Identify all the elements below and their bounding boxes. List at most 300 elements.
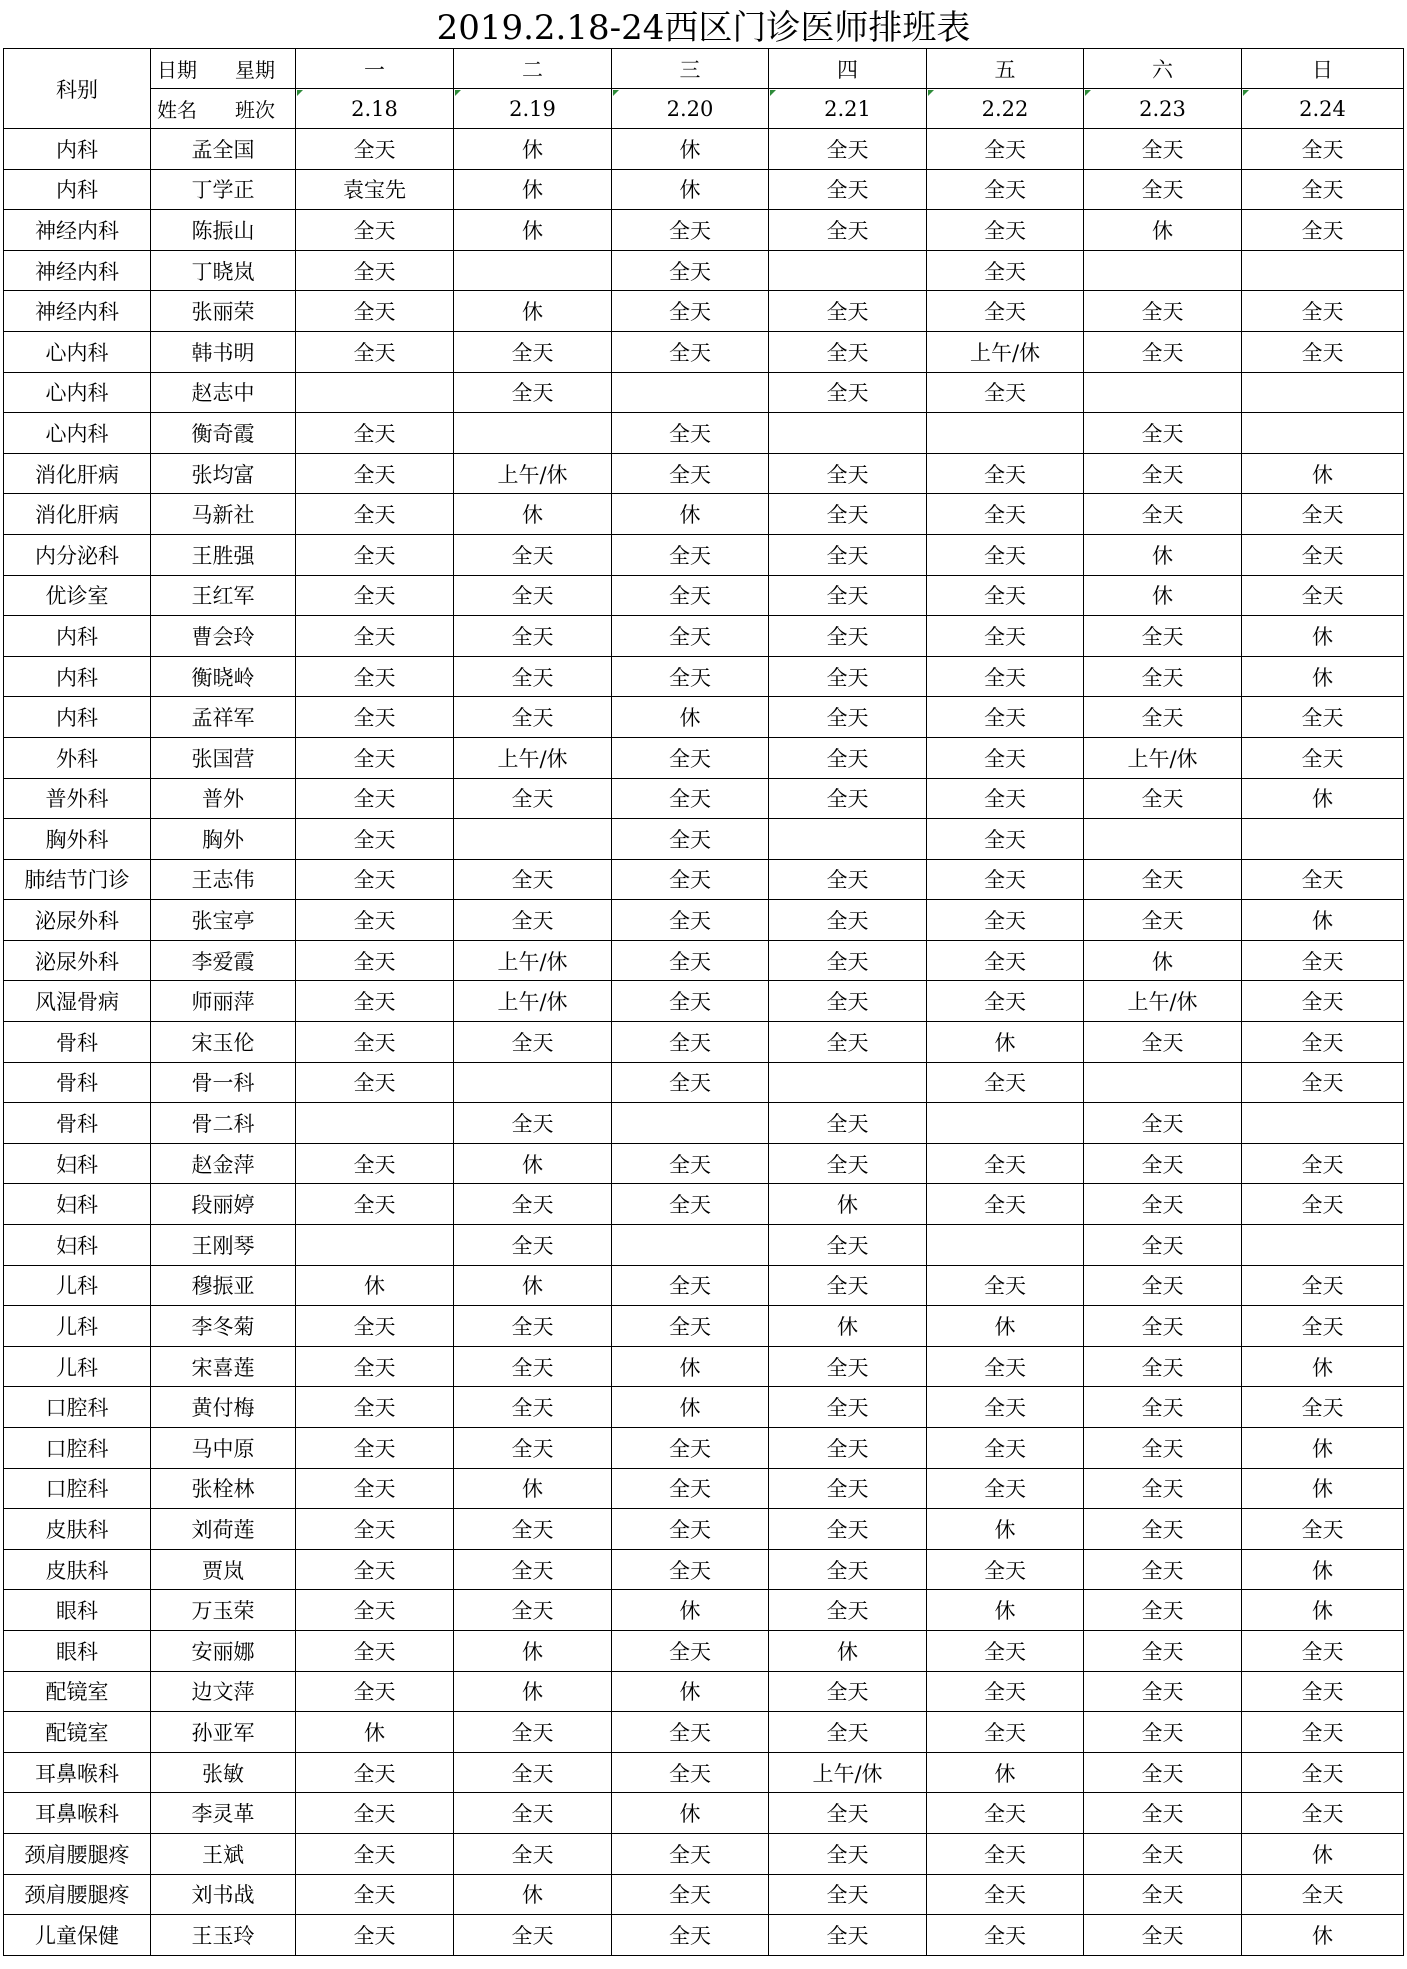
weekday-header[interactable]: 一 [296,49,454,89]
dept-cell[interactable]: 内科 [4,656,151,697]
shift-cell[interactable] [1242,413,1404,454]
shift-cell[interactable]: 全天 [769,1428,927,1469]
shift-cell[interactable]: 全天 [769,697,927,738]
shift-cell[interactable]: 全天 [927,1184,1084,1225]
dept-cell[interactable]: 儿科 [4,1346,151,1387]
shift-cell[interactable]: 全天 [769,1712,927,1753]
shift-cell[interactable]: 全天 [612,656,769,697]
shift-cell[interactable]: 全天 [927,1346,1084,1387]
weekday-header[interactable]: 二 [454,49,612,89]
date-header[interactable] [612,89,769,129]
shift-cell[interactable]: 休 [1242,1428,1404,1469]
shift-cell[interactable]: 休 [454,1874,612,1915]
shift-cell[interactable]: 全天 [1084,1549,1242,1590]
shift-cell[interactable]: 全天 [769,453,927,494]
shift-cell[interactable]: 全天 [612,819,769,860]
shift-cell[interactable]: 上午/休 [1084,737,1242,778]
shift-cell[interactable]: 全天 [927,1630,1084,1671]
shift-cell[interactable]: 全天 [927,1833,1084,1874]
shift-cell[interactable]: 休 [1242,778,1404,819]
shift-cell[interactable]: 全天 [1242,169,1404,210]
weekday-header[interactable]: 六 [1084,49,1242,89]
date-weekday-header[interactable] [151,49,296,89]
weekday-header[interactable]: 五 [927,49,1084,89]
dept-cell[interactable]: 皮肤科 [4,1549,151,1590]
shift-cell[interactable]: 全天 [296,1874,454,1915]
shift-cell[interactable]: 全天 [1084,129,1242,170]
shift-cell[interactable]: 全天 [612,413,769,454]
shift-cell[interactable]: 全天 [612,1306,769,1347]
shift-cell[interactable]: 全天 [927,900,1084,941]
shift-cell[interactable]: 全天 [296,1022,454,1063]
dept-cell[interactable]: 内科 [4,129,151,170]
shift-cell[interactable]: 全天 [1084,1833,1242,1874]
shift-cell[interactable]: 全天 [612,331,769,372]
doctor-name-cell[interactable]: 曹会玲 [151,616,296,657]
shift-cell[interactable]: 全天 [1084,1874,1242,1915]
shift-cell[interactable]: 休 [454,210,612,251]
shift-cell[interactable] [1242,250,1404,291]
dept-header[interactable]: 科别 [4,49,151,129]
dept-cell[interactable]: 泌尿外科 [4,940,151,981]
shift-cell[interactable]: 休 [927,1306,1084,1347]
dept-cell[interactable]: 口腔科 [4,1468,151,1509]
shift-cell[interactable]: 全天 [1084,697,1242,738]
shift-cell[interactable]: 全天 [1084,1184,1242,1225]
shift-cell[interactable]: 全天 [296,737,454,778]
shift-cell[interactable]: 休 [612,1590,769,1631]
shift-cell[interactable]: 全天 [454,1712,612,1753]
shift-cell[interactable]: 休 [454,1671,612,1712]
shift-cell[interactable]: 全天 [927,778,1084,819]
shift-cell[interactable]: 全天 [454,859,612,900]
shift-cell[interactable]: 全天 [769,1103,927,1144]
shift-cell[interactable] [1242,819,1404,860]
doctor-name-cell[interactable]: 陈振山 [151,210,296,251]
doctor-name-cell[interactable]: 张栓林 [151,1468,296,1509]
shift-cell[interactable]: 全天 [612,1509,769,1550]
shift-cell[interactable]: 全天 [454,900,612,941]
doctor-name-cell[interactable]: 边文萍 [151,1671,296,1712]
shift-cell[interactable]: 全天 [296,534,454,575]
shift-cell[interactable]: 全天 [927,575,1084,616]
shift-cell[interactable]: 休 [612,1671,769,1712]
shift-cell[interactable]: 上午/休 [454,940,612,981]
dept-cell[interactable]: 儿童保健 [4,1915,151,1956]
dept-cell[interactable]: 口腔科 [4,1428,151,1469]
shift-cell[interactable]: 上午/休 [927,331,1084,372]
shift-cell[interactable]: 休 [1084,940,1242,981]
shift-cell[interactable]: 休 [296,1712,454,1753]
shift-cell[interactable]: 全天 [296,859,454,900]
shift-cell[interactable]: 全天 [927,1549,1084,1590]
shift-cell[interactable]: 休 [769,1630,927,1671]
shift-cell[interactable]: 休 [1084,575,1242,616]
shift-cell[interactable]: 全天 [769,1346,927,1387]
shift-cell[interactable]: 全天 [612,1265,769,1306]
doctor-name-cell[interactable]: 赵志中 [151,372,296,413]
shift-cell[interactable]: 全天 [927,981,1084,1022]
shift-cell[interactable]: 全天 [769,210,927,251]
shift-cell[interactable]: 休 [927,1752,1084,1793]
shift-cell[interactable]: 全天 [1242,1265,1404,1306]
shift-cell[interactable]: 全天 [296,1468,454,1509]
dept-cell[interactable]: 内科 [4,697,151,738]
shift-cell[interactable]: 休 [454,1630,612,1671]
shift-cell[interactable]: 休 [769,1306,927,1347]
doctor-name-cell[interactable]: 黄付梅 [151,1387,296,1428]
shift-cell[interactable]: 袁宝先 [296,169,454,210]
shift-cell[interactable]: 全天 [1084,1630,1242,1671]
shift-cell[interactable]: 全天 [927,210,1084,251]
shift-cell[interactable]: 全天 [1242,1387,1404,1428]
shift-cell[interactable]: 全天 [927,1671,1084,1712]
shift-cell[interactable]: 全天 [1242,737,1404,778]
shift-cell[interactable]: 全天 [612,1915,769,1956]
shift-cell[interactable] [454,1062,612,1103]
shift-cell[interactable]: 全天 [1084,1225,1242,1266]
shift-cell[interactable]: 全天 [927,859,1084,900]
shift-cell[interactable]: 全天 [612,1184,769,1225]
dept-cell[interactable]: 内科 [4,169,151,210]
doctor-name-cell[interactable]: 刘书战 [151,1874,296,1915]
weekday-header[interactable]: 日 [1242,49,1404,89]
dept-cell[interactable]: 配镜室 [4,1671,151,1712]
shift-cell[interactable]: 全天 [454,1752,612,1793]
shift-cell[interactable]: 全天 [296,1306,454,1347]
shift-cell[interactable]: 全天 [769,1468,927,1509]
shift-cell[interactable]: 休 [612,494,769,535]
shift-cell[interactable]: 全天 [1084,494,1242,535]
shift-cell[interactable]: 全天 [296,494,454,535]
doctor-name-cell[interactable]: 马中原 [151,1428,296,1469]
shift-cell[interactable]: 全天 [1242,494,1404,535]
dept-cell[interactable]: 耳鼻喉科 [4,1793,151,1834]
dept-cell[interactable]: 外科 [4,737,151,778]
shift-cell[interactable] [454,819,612,860]
shift-cell[interactable]: 全天 [612,250,769,291]
shift-cell[interactable]: 全天 [296,1143,454,1184]
shift-cell[interactable]: 全天 [454,778,612,819]
shift-cell[interactable]: 全天 [1084,1143,1242,1184]
dept-cell[interactable]: 泌尿外科 [4,900,151,941]
shift-cell[interactable]: 全天 [1084,1022,1242,1063]
date-header[interactable] [454,89,612,129]
weekday-header[interactable]: 三 [612,49,769,89]
shift-cell[interactable]: 全天 [769,169,927,210]
shift-cell[interactable]: 上午/休 [769,1752,927,1793]
shift-cell[interactable]: 全天 [612,1143,769,1184]
shift-cell[interactable]: 全天 [769,534,927,575]
shift-cell[interactable]: 全天 [296,900,454,941]
dept-cell[interactable]: 消化肝病 [4,453,151,494]
shift-cell[interactable]: 休 [612,169,769,210]
shift-cell[interactable]: 全天 [1242,534,1404,575]
shift-cell[interactable]: 全天 [612,1874,769,1915]
shift-cell[interactable]: 全天 [296,940,454,981]
doctor-name-cell[interactable]: 张均富 [151,453,296,494]
shift-cell[interactable]: 全天 [454,1590,612,1631]
shift-cell[interactable]: 全天 [454,575,612,616]
shift-cell[interactable]: 全天 [769,1793,927,1834]
shift-cell[interactable]: 全天 [296,1346,454,1387]
shift-cell[interactable] [612,372,769,413]
dept-cell[interactable]: 骨科 [4,1062,151,1103]
shift-cell[interactable]: 全天 [296,453,454,494]
shift-cell[interactable]: 全天 [296,656,454,697]
shift-cell[interactable]: 全天 [296,1833,454,1874]
shift-cell[interactable]: 全天 [769,1225,927,1266]
doctor-name-cell[interactable]: 段丽婷 [151,1184,296,1225]
dept-cell[interactable]: 神经内科 [4,291,151,332]
dept-cell[interactable]: 肺结节门诊 [4,859,151,900]
shift-cell[interactable]: 全天 [927,494,1084,535]
date-header[interactable] [1084,89,1242,129]
shift-cell[interactable]: 全天 [454,1833,612,1874]
doctor-name-cell[interactable]: 骨二科 [151,1103,296,1144]
doctor-name-cell[interactable]: 张丽荣 [151,291,296,332]
doctor-name-cell[interactable]: 王红军 [151,575,296,616]
dept-cell[interactable]: 妇科 [4,1184,151,1225]
shift-cell[interactable]: 全天 [1084,900,1242,941]
weekday-header[interactable]: 四 [769,49,927,89]
dept-cell[interactable]: 风湿骨病 [4,981,151,1022]
doctor-name-cell[interactable]: 张国营 [151,737,296,778]
shift-cell[interactable]: 全天 [1242,291,1404,332]
shift-cell[interactable] [454,413,612,454]
shift-cell[interactable]: 全天 [296,1590,454,1631]
shift-cell[interactable]: 全天 [454,616,612,657]
shift-cell[interactable]: 全天 [296,1549,454,1590]
shift-cell[interactable]: 全天 [1084,1387,1242,1428]
shift-cell[interactable]: 全天 [296,250,454,291]
shift-cell[interactable]: 全天 [612,1833,769,1874]
dept-cell[interactable]: 眼科 [4,1630,151,1671]
shift-cell[interactable]: 全天 [296,778,454,819]
doctor-name-cell[interactable]: 李灵革 [151,1793,296,1834]
shift-cell[interactable] [612,1103,769,1144]
dept-cell[interactable]: 心内科 [4,331,151,372]
shift-cell[interactable] [1084,372,1242,413]
shift-cell[interactable]: 全天 [927,1712,1084,1753]
shift-cell[interactable]: 休 [1242,1590,1404,1631]
shift-cell[interactable]: 全天 [296,1428,454,1469]
shift-cell[interactable]: 全天 [1242,1143,1404,1184]
shift-cell[interactable]: 全天 [769,1671,927,1712]
dept-cell[interactable]: 配镜室 [4,1712,151,1753]
shift-cell[interactable]: 全天 [612,616,769,657]
shift-cell[interactable]: 全天 [927,819,1084,860]
shift-cell[interactable]: 休 [612,1793,769,1834]
shift-cell[interactable]: 全天 [612,1468,769,1509]
shift-cell[interactable]: 休 [296,1265,454,1306]
shift-cell[interactable]: 全天 [1084,1306,1242,1347]
shift-cell[interactable]: 全天 [769,291,927,332]
shift-cell[interactable]: 全天 [769,494,927,535]
shift-cell[interactable]: 全天 [296,129,454,170]
shift-cell[interactable]: 全天 [612,453,769,494]
dept-cell[interactable]: 妇科 [4,1225,151,1266]
shift-cell[interactable] [1242,1225,1404,1266]
shift-cell[interactable]: 全天 [769,129,927,170]
shift-cell[interactable]: 全天 [1084,1265,1242,1306]
shift-cell[interactable]: 全天 [769,1509,927,1550]
shift-cell[interactable]: 休 [454,291,612,332]
shift-cell[interactable]: 全天 [1242,1022,1404,1063]
shift-cell[interactable]: 全天 [296,1387,454,1428]
shift-cell[interactable]: 全天 [769,940,927,981]
shift-cell[interactable]: 全天 [769,900,927,941]
shift-cell[interactable]: 全天 [454,1915,612,1956]
shift-cell[interactable]: 休 [612,1387,769,1428]
shift-cell[interactable]: 全天 [454,1549,612,1590]
shift-cell[interactable]: 休 [1242,616,1404,657]
shift-cell[interactable]: 全天 [612,575,769,616]
dept-cell[interactable]: 儿科 [4,1265,151,1306]
dept-cell[interactable]: 骨科 [4,1022,151,1063]
doctor-name-cell[interactable]: 贾岚 [151,1549,296,1590]
dept-cell[interactable]: 神经内科 [4,250,151,291]
date-header[interactable] [1242,89,1404,129]
shift-cell[interactable]: 全天 [769,981,927,1022]
shift-cell[interactable]: 全天 [927,656,1084,697]
shift-cell[interactable]: 全天 [1084,453,1242,494]
shift-cell[interactable]: 全天 [296,1752,454,1793]
shift-cell[interactable]: 全天 [1084,1346,1242,1387]
shift-cell[interactable]: 全天 [1084,1428,1242,1469]
dept-cell[interactable]: 眼科 [4,1590,151,1631]
doctor-name-cell[interactable]: 赵金萍 [151,1143,296,1184]
shift-cell[interactable]: 全天 [612,1712,769,1753]
shift-cell[interactable]: 全天 [612,210,769,251]
shift-cell[interactable]: 全天 [296,1793,454,1834]
doctor-name-cell[interactable]: 王胜强 [151,534,296,575]
shift-cell[interactable]: 全天 [1242,1752,1404,1793]
doctor-name-cell[interactable]: 李冬菊 [151,1306,296,1347]
dept-cell[interactable]: 颈肩腰腿疼 [4,1874,151,1915]
shift-cell[interactable]: 全天 [1242,981,1404,1022]
shift-cell[interactable]: 全天 [927,169,1084,210]
shift-cell[interactable]: 全天 [927,1387,1084,1428]
doctor-name-cell[interactable]: 孙亚军 [151,1712,296,1753]
shift-cell[interactable]: 全天 [612,940,769,981]
shift-cell[interactable]: 全天 [769,778,927,819]
shift-cell[interactable]: 休 [1242,900,1404,941]
shift-cell[interactable]: 全天 [1084,778,1242,819]
shift-cell[interactable]: 休 [1242,453,1404,494]
shift-cell[interactable]: 全天 [454,331,612,372]
shift-cell[interactable]: 全天 [927,737,1084,778]
shift-cell[interactable]: 全天 [1242,1712,1404,1753]
shift-cell[interactable]: 休 [612,129,769,170]
shift-cell[interactable]: 全天 [1242,575,1404,616]
doctor-name-cell[interactable]: 王志伟 [151,859,296,900]
doctor-name-cell[interactable]: 王斌 [151,1833,296,1874]
shift-cell[interactable]: 全天 [927,453,1084,494]
shift-cell[interactable]: 上午/休 [1084,981,1242,1022]
shift-cell[interactable]: 全天 [769,1265,927,1306]
shift-cell[interactable]: 全天 [296,1184,454,1225]
shift-cell[interactable] [769,250,927,291]
shift-cell[interactable]: 全天 [769,859,927,900]
shift-cell[interactable]: 休 [454,129,612,170]
doctor-name-cell[interactable]: 孟祥军 [151,697,296,738]
shift-cell[interactable]: 全天 [769,575,927,616]
shift-cell[interactable]: 全天 [769,1387,927,1428]
shift-cell[interactable]: 全天 [454,1428,612,1469]
shift-cell[interactable]: 全天 [1242,1062,1404,1103]
shift-cell[interactable]: 休 [1242,656,1404,697]
shift-cell[interactable]: 全天 [1242,940,1404,981]
shift-cell[interactable]: 全天 [1084,656,1242,697]
shift-cell[interactable] [1084,250,1242,291]
shift-cell[interactable]: 全天 [1084,331,1242,372]
doctor-name-cell[interactable]: 丁学正 [151,169,296,210]
shift-cell[interactable] [296,372,454,413]
shift-cell[interactable]: 全天 [769,1833,927,1874]
doctor-name-cell[interactable]: 孟全国 [151,129,296,170]
shift-cell[interactable]: 全天 [612,900,769,941]
shift-cell[interactable]: 全天 [296,210,454,251]
doctor-name-cell[interactable]: 胸外 [151,819,296,860]
shift-cell[interactable]: 全天 [769,656,927,697]
shift-cell[interactable]: 上午/休 [454,737,612,778]
shift-cell[interactable]: 全天 [927,940,1084,981]
shift-cell[interactable]: 全天 [612,1428,769,1469]
shift-cell[interactable] [1084,1062,1242,1103]
shift-cell[interactable]: 全天 [1084,1915,1242,1956]
name-shift-header[interactable] [151,89,296,129]
shift-cell[interactable]: 全天 [1084,1752,1242,1793]
shift-cell[interactable]: 全天 [454,656,612,697]
shift-cell[interactable]: 全天 [296,1630,454,1671]
shift-cell[interactable]: 全天 [1084,291,1242,332]
shift-cell[interactable]: 全天 [612,1630,769,1671]
shift-cell[interactable]: 全天 [1084,1712,1242,1753]
dept-cell[interactable]: 儿科 [4,1306,151,1347]
shift-cell[interactable]: 全天 [769,372,927,413]
shift-cell[interactable]: 全天 [927,1265,1084,1306]
shift-cell[interactable]: 休 [1242,1468,1404,1509]
shift-cell[interactable]: 全天 [1242,210,1404,251]
shift-cell[interactable]: 全天 [454,534,612,575]
shift-cell[interactable]: 全天 [296,697,454,738]
shift-cell[interactable]: 全天 [769,1590,927,1631]
shift-cell[interactable] [296,1225,454,1266]
shift-cell[interactable]: 全天 [927,1468,1084,1509]
shift-cell[interactable]: 全天 [1242,1184,1404,1225]
shift-cell[interactable]: 全天 [454,1184,612,1225]
shift-cell[interactable]: 全天 [612,291,769,332]
shift-cell[interactable]: 休 [1084,210,1242,251]
shift-cell[interactable]: 全天 [927,534,1084,575]
dept-cell[interactable]: 内科 [4,616,151,657]
shift-cell[interactable]: 全天 [612,1022,769,1063]
dept-cell[interactable]: 优诊室 [4,575,151,616]
shift-cell[interactable]: 全天 [927,250,1084,291]
shift-cell[interactable]: 全天 [769,1549,927,1590]
shift-cell[interactable]: 全天 [927,1874,1084,1915]
shift-cell[interactable] [454,250,612,291]
shift-cell[interactable]: 全天 [927,1793,1084,1834]
shift-cell[interactable]: 全天 [1084,1103,1242,1144]
shift-cell[interactable]: 全天 [769,331,927,372]
doctor-name-cell[interactable]: 衡晓岭 [151,656,296,697]
shift-cell[interactable]: 全天 [454,697,612,738]
shift-cell[interactable]: 休 [612,697,769,738]
shift-cell[interactable]: 休 [1242,1915,1404,1956]
shift-cell[interactable]: 全天 [1084,616,1242,657]
